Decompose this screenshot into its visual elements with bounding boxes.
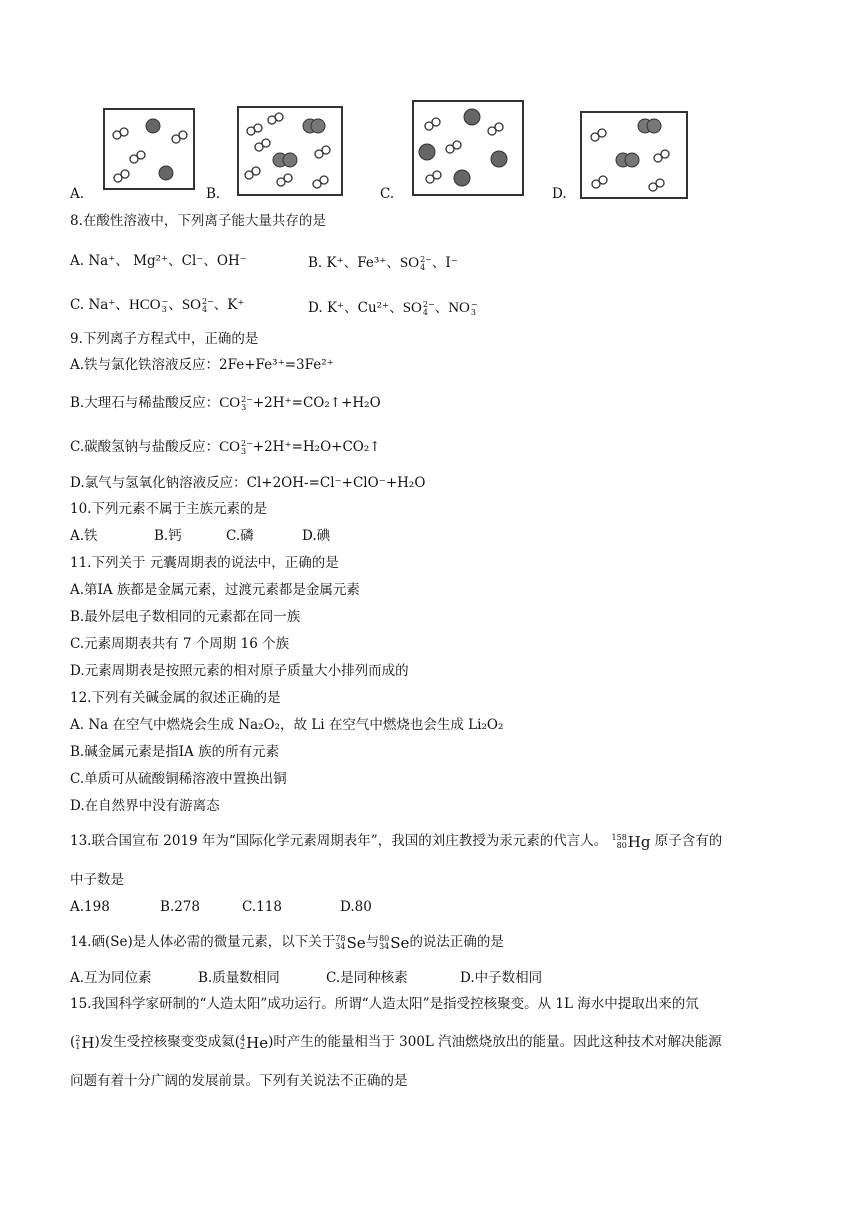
q7-option-a-label: A. [70,186,85,202]
q12-stem: 12.下列有关碱金属的叙述正确的是 [70,690,281,706]
q14-option-b: B.质量数相同 [198,970,280,986]
q10-option-c: C.磷 [226,528,254,544]
h2-nuclide: 2 1 H [75,1033,95,1052]
q10-stem: 10.下列元素不属于主族元素的是 [70,501,267,517]
he4-nuclide: 4 2 He [240,1033,269,1052]
q9-stem: 9.下列离子方程式中，正确的是 [70,331,259,347]
particle-diagram-c [414,102,522,194]
q8-option-a: A. Na⁺、 Mg²⁺、Cl⁻、OH⁻ [70,253,247,269]
particle-diagram-d [582,113,686,197]
q12-option-a: A. Na 在空气中燃烧会生成 Na₂O₂，故 Li 在空气中燃烧也会生成 Li₂O₂ [70,717,504,733]
q10-options [70,527,330,545]
q7-option-d-label: D. [552,186,567,202]
q14-options [70,969,542,987]
q15-line3: 问题有着十分广阔的发展前景。下列有关说法不正确的是 [70,1073,408,1089]
q14-option-a: A.互为同位素 [70,970,152,986]
q7-option-d-diagram [580,111,688,199]
q13-options [70,898,372,916]
q7-option-a-diagram [103,108,195,190]
se80-nuclide: 80 34 Se [379,933,410,952]
q7-option-b-diagram [237,106,343,196]
q8-stem: 8.在酸性溶液中，下列离子能大量共存的是 [70,213,326,229]
q13-option-d: D.80 [340,899,372,915]
q14-option-d: D.中子数相同 [460,970,543,986]
q11-option-b: B.最外层电子数相同的元素都在同一族 [70,609,301,625]
q12-option-c: C.单质可从硫酸铜稀溶液中置换出铜 [70,771,287,787]
q7-option-c-label: C. [380,186,395,202]
q14-stem: 14.硒(Se)是人体必需的微量元素，以下关于 78 34 Se 与 80 34 Se 的说法正确的是 [70,933,504,952]
q7-option-b-label: B. [206,186,221,202]
q8-option-c: C. Na⁺、HCO − 3 、SO 2− 4 、K⁺ [70,296,245,314]
q13-option-a: A.198 [70,899,110,915]
q13-stem: 13.联合国宣布 2019 年为“国际化学元素周期表年”，我国的刘庄教授为汞元素的代言人。 158 80 Hg 原子含有的 [70,832,723,851]
q15-line2: ( 2 1 H )发生受控核聚变变成氦( 4 2 He )时产生的能量相当于 300L 汽油燃烧放出的能量。因此这种技术对解决能源 [70,1033,722,1052]
q9-option-b: B.大理石与稀盐酸反应：CO 2− 3 +2H⁺=CO₂↑+H₂O [70,394,381,412]
particle-diagram-a [105,110,193,188]
q13-option-b: B.278 [160,899,200,915]
q12-option-b: B.碱金属元素是指ⅠA 族的所有元素 [70,744,280,760]
q11-option-c: C.元素周期表共有 7 个周期 16 个族 [70,636,290,652]
q7-option-c-diagram [412,100,524,196]
q11-stem: 11.下列关于 元囊周期表的说法中，正确的是 [70,555,339,571]
q13-stem-cont: 中子数是 [70,872,124,888]
particle-diagram-b [239,108,341,194]
q8-option-d: D. K⁺、Cu²⁺、SO 2− 4 、NO − 3 [308,299,478,317]
q8-options-row1 [70,252,247,270]
q9-option-d: D.氯气与氢氧化钠溶液反应：Cl+2OH-=Cl⁻+ClO⁻+H₂O [70,475,426,491]
hg-nuclide: 158 80 Hg [611,832,651,851]
q10-option-b: B.钙 [154,528,182,544]
q14-option-c: C.是同种核素 [326,970,408,986]
q12-option-d: D.在自然界中没有游离态 [70,798,220,814]
q13-option-c: C.118 [242,899,282,915]
q9-option-c: C.碳酸氢钠与盐酸反应：CO 2− 3 +2H⁺=H₂O+CO₂↑ [70,438,381,456]
q11-option-a: A.第ⅠA 族都是金属元素，过渡元素都是金属元素 [70,582,360,598]
q10-option-a: A.铁 [70,528,98,544]
se78-nuclide: 78 34 Se [335,933,366,952]
q15-line1: 15.我国科学家研制的“人造太阳”成功运行。所谓“人造太阳”是指受控核聚变。从 1L 海水中提取出来的氘 [70,996,699,1012]
q8-option-b: B. K⁺、Fe³⁺、SO 2− 4 、I⁻ [308,254,458,272]
q9-option-a: A.铁与氯化铁溶液反应：2Fe+Fe³⁺=3Fe²⁺ [70,357,334,373]
q10-option-d: D.碘 [302,528,331,544]
q11-option-d: D.元素周期表是按照元素的相对原子质量大小排列而成的 [70,663,409,679]
